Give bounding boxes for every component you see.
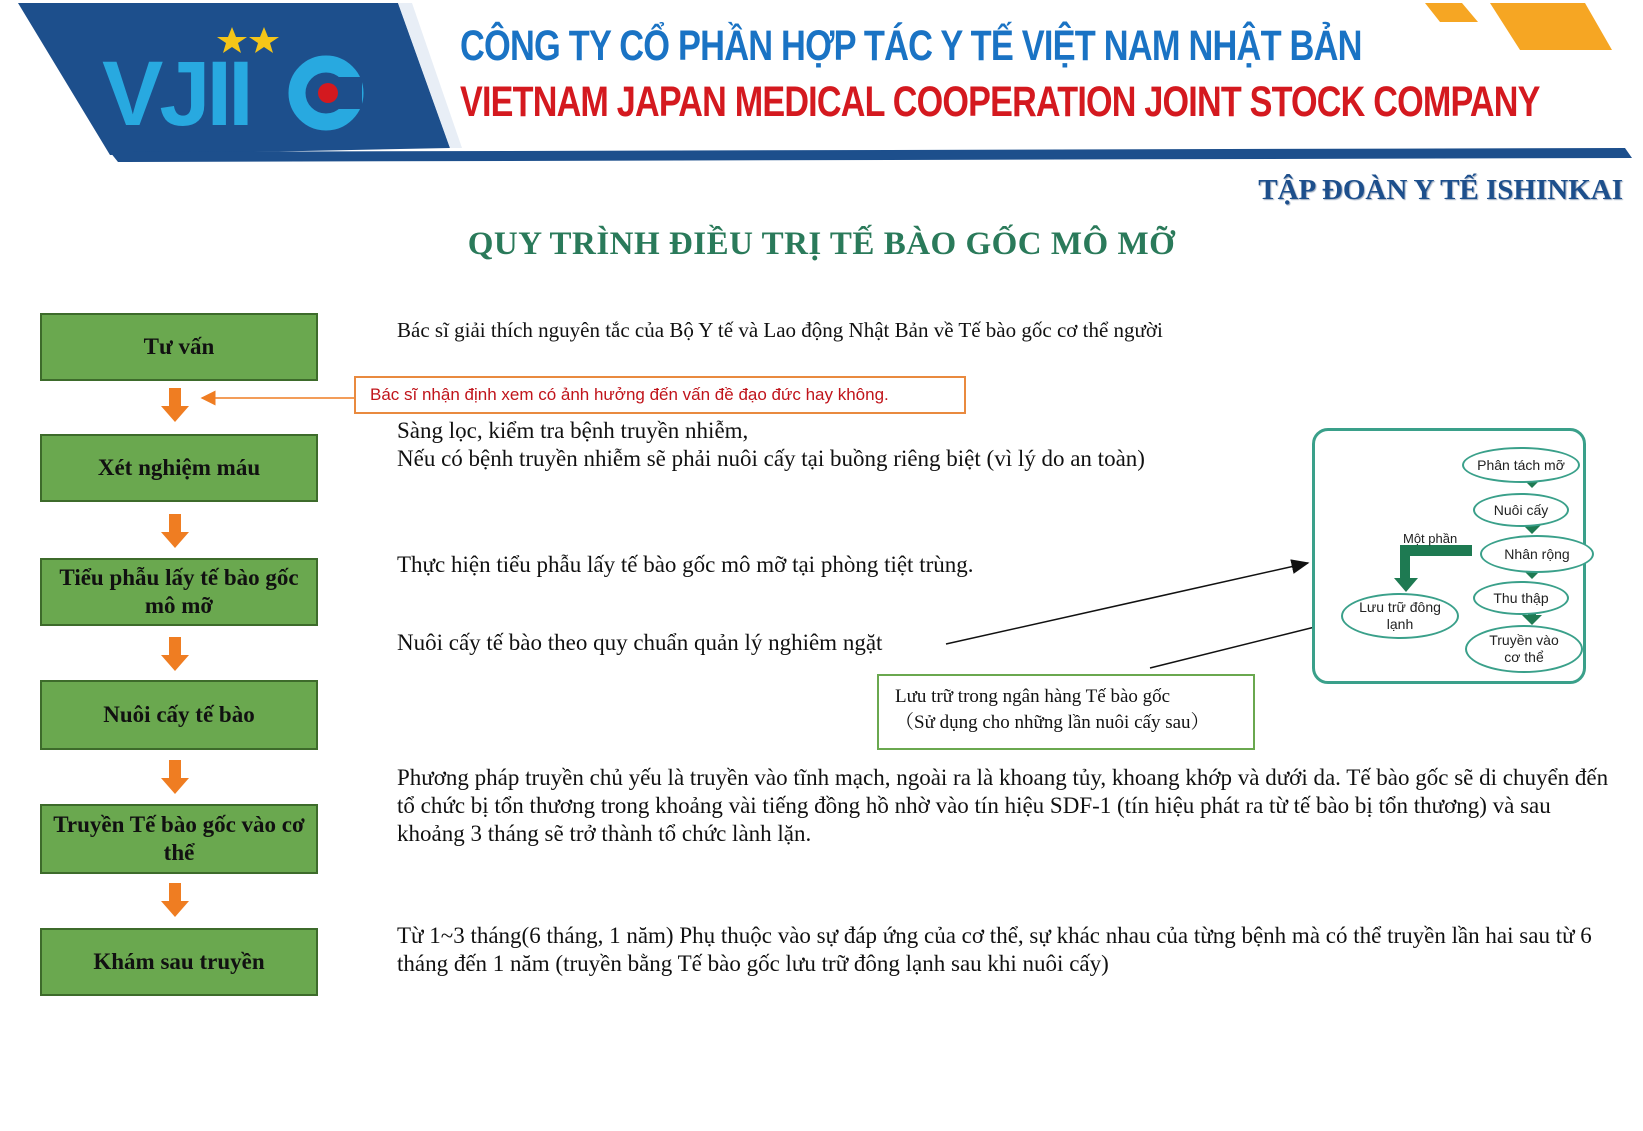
storage-note-line-1: Lưu trữ trong ngân hàng Tế bào gốc: [895, 686, 1171, 707]
storage-note-line-2: （Sử dụng cho những lần nuôi cấy sau）: [895, 712, 1210, 733]
step-blood-test: Xét nghiệm máu: [40, 434, 318, 502]
surgery-description: Thực hiện tiểu phẫu lấy tế bào gốc mô mỡ tại phòng tiệt trùng.: [397, 552, 974, 577]
blood-test-line-2: Nếu có bệnh truyền nhiễm sẽ phải nuôi cấy tại buồng riêng biệt (vì lý do an toàn): [397, 446, 1145, 471]
infusion-description: Phương pháp truyền chủ yếu là truyền vào tĩnh mạch, ngoài ra là khoang tủy, khoang khớp và dưới da. Tế bào gốc sẽ di chuyển đến tổ chức bị tổn thương trong khoảng vài tiếng đồng hồ nhờ vào tín hiệu SDF-1 (tín hiệu phát ra từ tế bào bị tổn thương) và sau khoảng 3 tháng sẽ trở thành tổ chức lành lặn.: [397, 765, 1609, 846]
blood-test-line-1: Sàng lọc, kiểm tra bệnh truyền nhiễm,: [397, 418, 749, 443]
step-cell-culture: Nuôi cấy tế bào: [40, 680, 318, 750]
node-expansion: Nhân rộng: [1480, 535, 1594, 573]
svg-text:VJII: VJII: [102, 43, 250, 135]
step-infusion: Truyền Tế bào gốc vào cơ thể: [40, 804, 318, 874]
node-fat-separation: Phân tách mỡ: [1462, 447, 1580, 483]
blood-test-description: [397, 417, 1145, 473]
page-title: QUY TRÌNH ĐIỀU TRỊ TẾ BÀO GỐC MÔ MỠ: [467, 226, 1176, 262]
company-name-vi: CÔNG TY CỔ PHẦN HỢP TÁC Y TẾ VIỆT NAM NHẬT BẢN: [460, 22, 1362, 70]
branch-label: Một phần: [1403, 531, 1458, 546]
process-diagram: [1312, 428, 1586, 684]
step-consultation: Tư vấn: [40, 313, 318, 381]
group-name: TẬP ĐOÀN Y TẾ ISHINKAI: [1258, 174, 1623, 206]
node-infusion: Truyền vào cơ thể: [1465, 625, 1583, 673]
node-culture: Nuôi cấy: [1473, 493, 1569, 527]
ethics-callout: Bác sĩ nhận định xem có ảnh hưởng đến vấn đề đạo đức hay không.: [354, 376, 966, 414]
consult-description: Bác sĩ giải thích nguyên tắc của Bộ Y tế và Lao động Nhật Bản về Tế bào gốc cơ thể người: [397, 318, 1163, 342]
storage-note: [877, 674, 1255, 750]
culture-description: Nuôi cấy tế bào theo quy chuẩn quản lý nghiêm ngặt: [397, 630, 883, 655]
step-minor-surgery: Tiểu phẫu lấy tế bào gốc mô mỡ: [40, 558, 318, 626]
node-cryo-storage: Lưu trữ đông lạnh: [1341, 593, 1459, 639]
step-follow-up: Khám sau truyền: [40, 928, 318, 996]
node-harvest: Thu thập: [1473, 581, 1569, 615]
follow-up-description: Từ 1~3 tháng(6 tháng, 1 năm) Phụ thuộc vào sự đáp ứng của cơ thể, sự khác nhau của từng bệnh mà có thể truyền lần hai sau từ 6 tháng đến 1 năm (truyền bằng Tế bào gốc lưu trữ đông lạnh sau khi nuôi cấy): [397, 923, 1592, 976]
company-name-en: VIETNAM JAPAN MEDICAL COOPERATION JOINT STOCK COMPANY: [460, 78, 1540, 126]
